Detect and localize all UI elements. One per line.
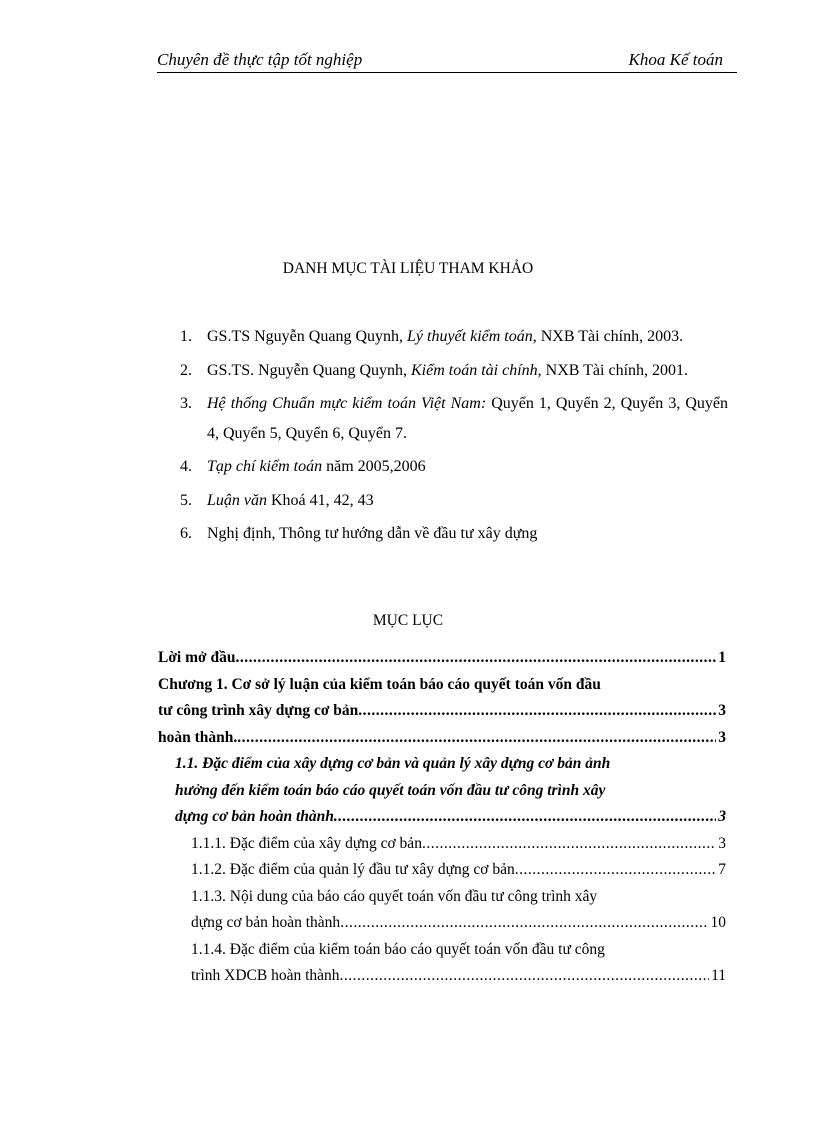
toc-entry-line: 1.1. Đặc điểm của xây dựng cơ bản và quản lý xây dựng cơ bản ảnh	[175, 755, 611, 772]
references-list	[180, 322, 728, 553]
toc-entry-text: 1.1.2. Đặc điểm của quản lý đầu tư xây dựng cơ bản	[191, 861, 515, 878]
reference-item	[180, 519, 728, 549]
reference-post: năm 2005,2006	[322, 458, 426, 475]
reference-number: 5.	[180, 491, 192, 509]
reference-post: , NXB Tài chính, 2003.	[532, 328, 684, 345]
toc-page-number: 3	[718, 702, 726, 719]
toc-entry-text: trình XDCB hoàn thành	[191, 967, 340, 984]
toc-entry-text: dựng cơ bản hoàn thành	[175, 808, 334, 825]
reference-title: Luận văn	[207, 491, 267, 509]
toc-page-number: 3	[718, 728, 726, 746]
toc-entry-chapter-1[interactable]	[158, 672, 726, 725]
table-of-contents	[158, 645, 726, 990]
reference-title: Tạp chí kiểm toán	[207, 458, 323, 475]
reference-post: , NXB Tài chính, 2001.	[537, 361, 689, 379]
toc-page-number: 1	[718, 649, 726, 666]
reference-number: 1.	[180, 328, 192, 345]
toc-title: MỤC LỤC	[372, 612, 444, 629]
toc-leader	[340, 910, 708, 937]
reference-title: Lý thuyết kiểm toán	[407, 328, 533, 345]
toc-entry-line: Chương 1. Cơ sở lý luận của kiểm toán báo cáo quyết toán vốn đầu	[158, 675, 601, 693]
reference-item	[180, 452, 728, 482]
toc-leader	[422, 831, 716, 858]
reference-pre: GS.TS Nguyễn Quang Quynh,	[207, 328, 407, 345]
page-header	[157, 48, 737, 73]
reference-pre: Nghị định, Thông tư hướng dẫn về đầu tư xây dựng	[207, 525, 538, 542]
toc-entry-text: tư công trình xây dựng cơ bản	[158, 702, 359, 719]
toc-leader	[334, 804, 716, 831]
toc-entry-1-1-4[interactable]	[158, 937, 726, 990]
toc-entry-1-1-2[interactable]	[158, 857, 726, 884]
reference-item	[180, 322, 728, 352]
reference-number: 6.	[180, 525, 192, 542]
toc-entry-line: 1.1.4. Đặc điểm của kiểm toán báo cáo quyết toán vốn đầu tư công	[191, 940, 605, 958]
references-title: DANH MỤC TÀI LIỆU THAM KHẢO	[282, 260, 534, 277]
toc-page-number: 7	[718, 861, 726, 878]
toc-entry-text: dựng cơ bản hoàn thành	[191, 914, 341, 931]
toc-entry-text: 1.1.1. Đặc điểm của xây dựng cơ bản	[191, 834, 422, 852]
reference-number: 2.	[180, 361, 192, 379]
toc-page-number: 3	[718, 808, 726, 825]
toc-leader	[235, 645, 716, 672]
toc-entry-line: 1.1.3. Nội dung của báo cáo quyết toán vốn đầu tư công trình xây	[191, 887, 598, 905]
reference-item	[180, 486, 728, 516]
toc-leader	[237, 725, 716, 752]
toc-entry-intro[interactable]	[158, 645, 726, 672]
reference-item	[180, 389, 728, 448]
toc-entry-1-1-1[interactable]	[158, 831, 726, 858]
toc-entry-text: Lời mở đầu	[158, 649, 236, 666]
toc-entry-text: hoàn thành.	[158, 728, 238, 746]
toc-entry-1-1[interactable]	[158, 751, 726, 831]
header-left: Chuyên đề thực tập tốt nghiệp	[157, 50, 363, 69]
toc-entry-line: hưởng đến kiểm toán báo cáo quyết toán vốn đầu tư công trình xây	[175, 781, 606, 799]
reference-number: 4.	[180, 458, 192, 475]
toc-entry-1-1-3[interactable]	[158, 884, 726, 937]
toc-leader	[515, 857, 717, 884]
header-right: Khoa Kế toán	[628, 50, 723, 69]
reference-pre: GS.TS. Nguyễn Quang Quynh,	[207, 361, 411, 379]
toc-entry-chapter-1-cont[interactable]	[158, 725, 726, 752]
toc-page-number: 11	[711, 967, 726, 984]
reference-number: 3.	[180, 395, 192, 412]
toc-leader	[358, 698, 716, 725]
reference-title: Hệ thống Chuẩn mực kiểm toán Việt Nam:	[207, 395, 487, 412]
reference-post: Khoá 41, 42, 43	[267, 491, 374, 509]
reference-item	[180, 356, 728, 386]
toc-page-number: 3	[718, 834, 726, 852]
reference-post: Quyển 1, Quyển 2, Quyển 3, Quyển 4, Quyển 5, Quyển 6, Quyển 7.	[207, 395, 728, 442]
reference-title: Kiểm toán tài chính	[411, 361, 538, 379]
toc-leader	[340, 963, 710, 990]
toc-page-number: 10	[710, 914, 726, 931]
